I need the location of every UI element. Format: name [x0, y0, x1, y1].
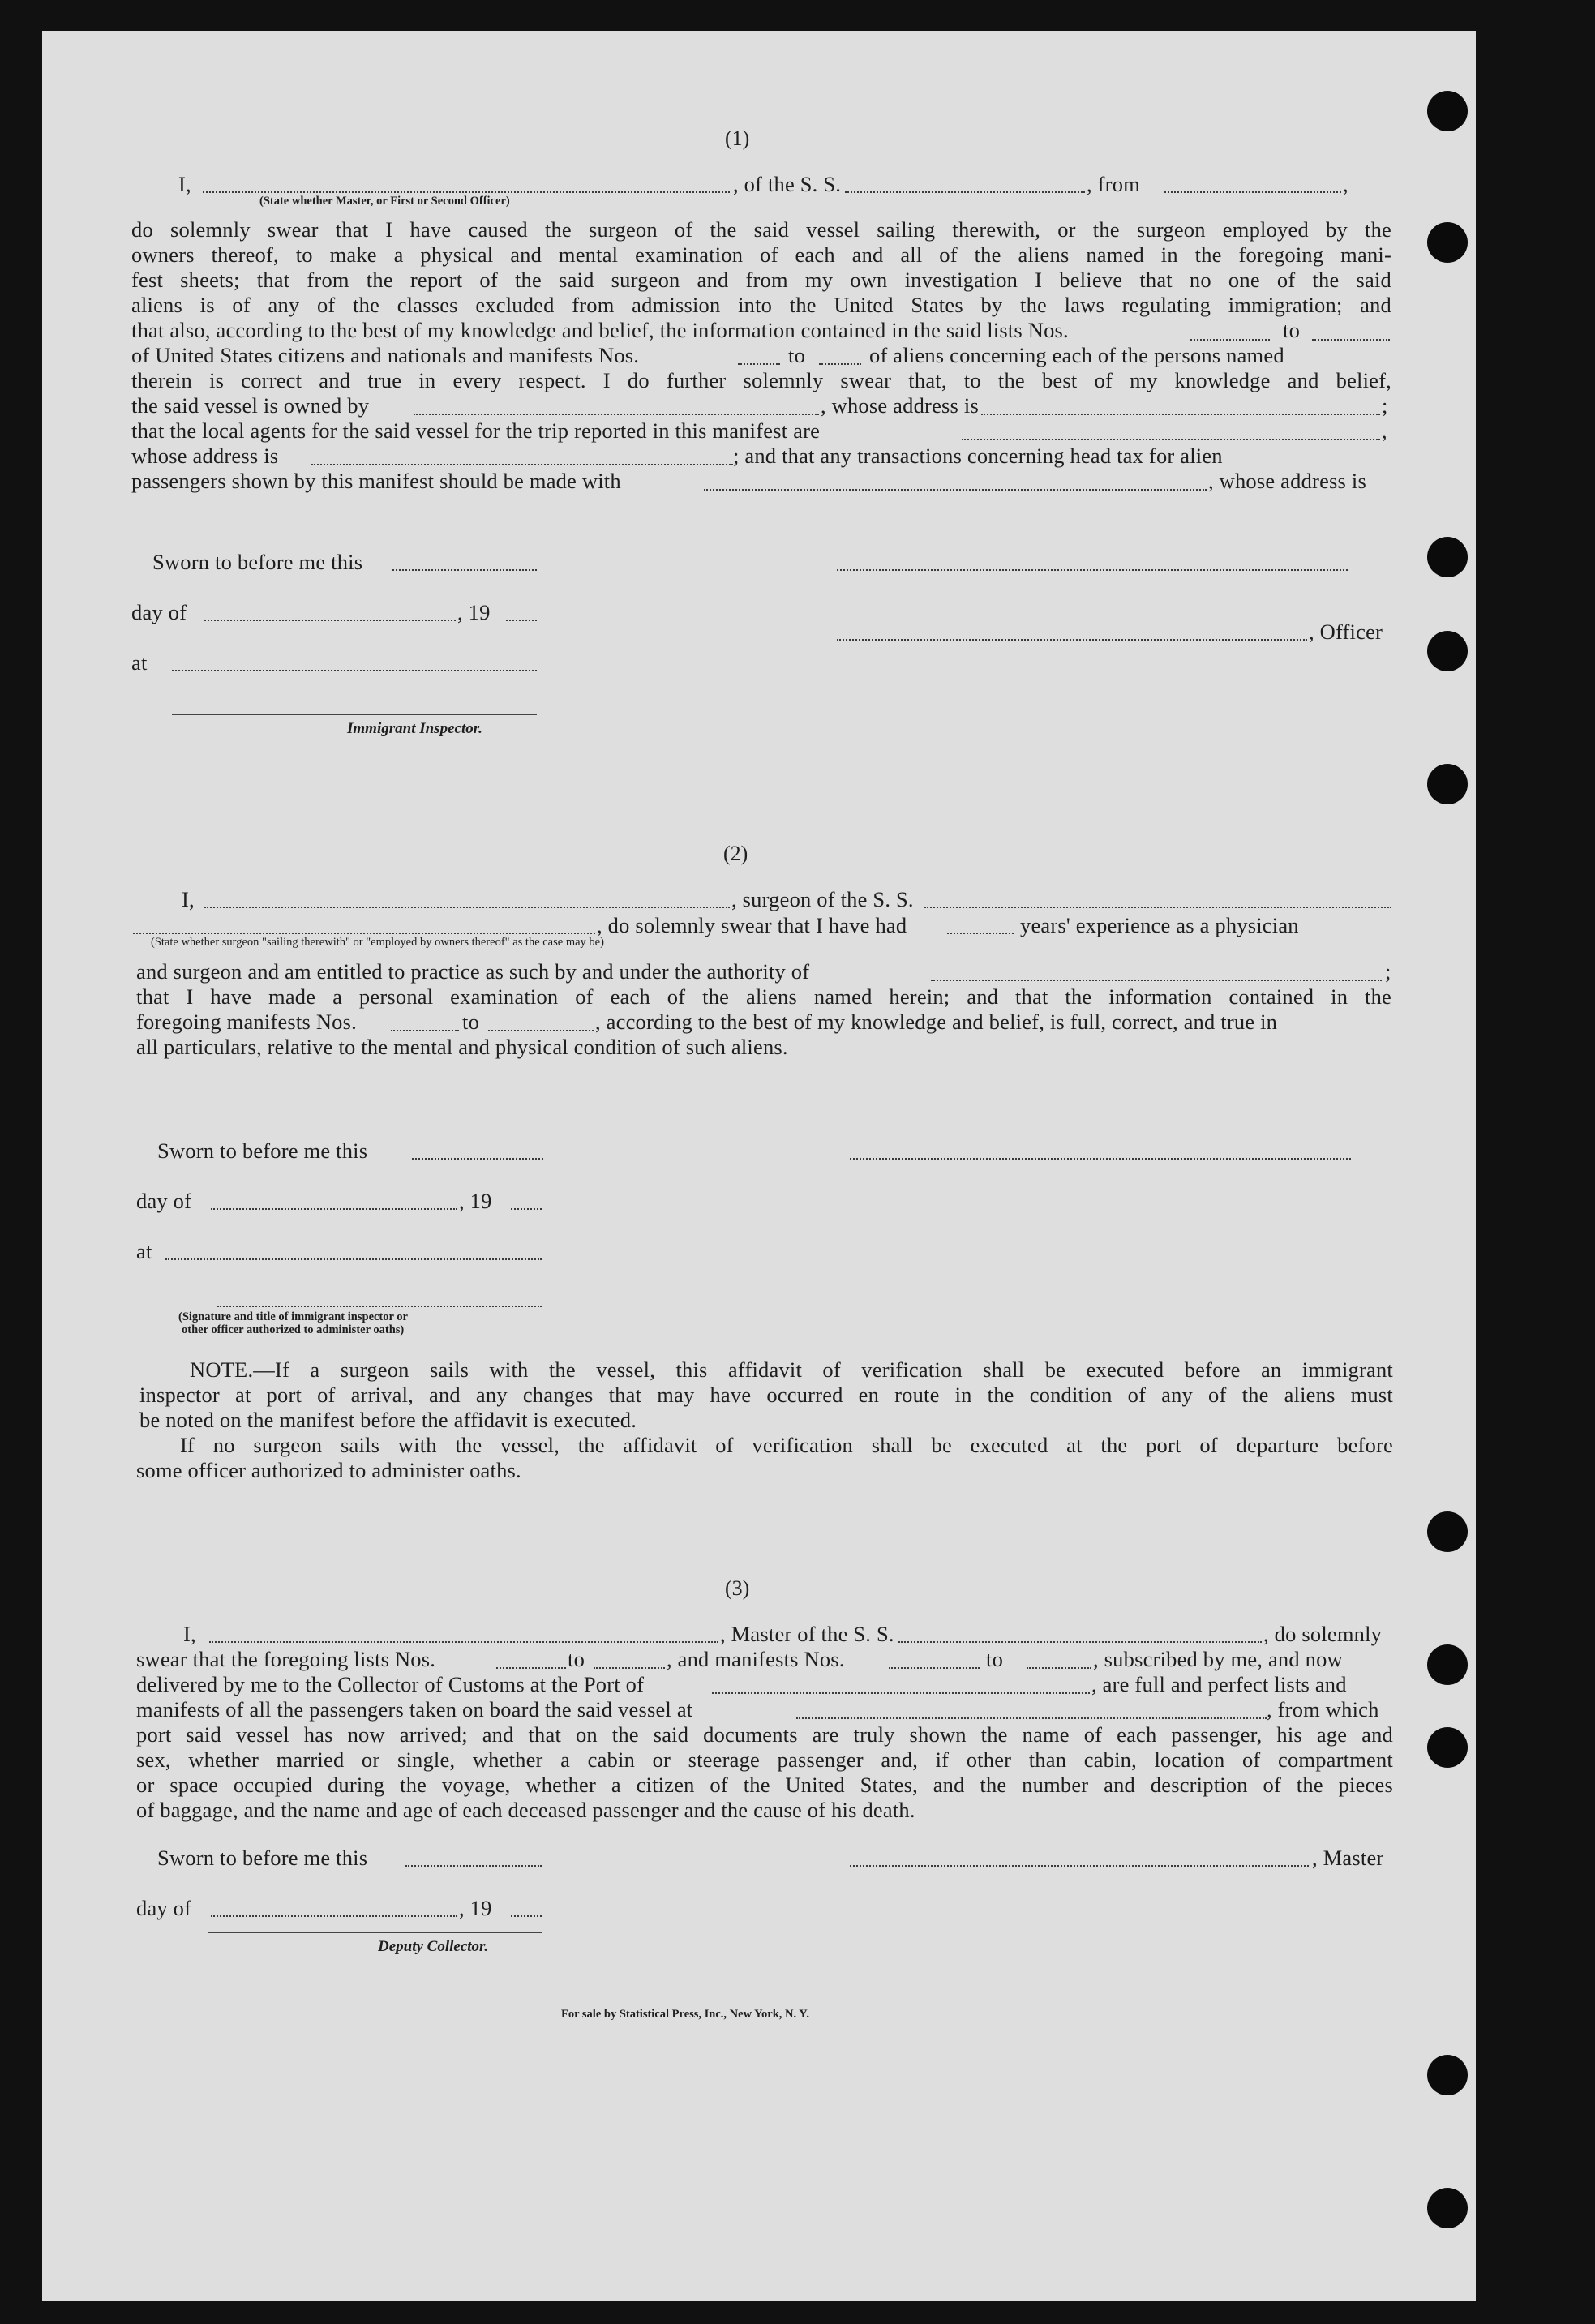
from-field[interactable]	[1164, 191, 1341, 193]
comma: ,	[1382, 418, 1387, 443]
to-label: to	[568, 1647, 585, 1671]
master-lists-to-field[interactable]	[594, 1667, 665, 1669]
section-2-heading: (2)	[723, 842, 748, 865]
declarant-field[interactable]	[203, 191, 730, 193]
master-oath-line: of baggage, and the name and age of each deceased passenger and the cause of his death.	[136, 1798, 915, 1822]
at-label: at	[131, 650, 148, 675]
semicolon: ;	[1382, 393, 1388, 418]
oath-line: aliens is of any of the classes excluded from admission into the United States by the laws regulating immigration; and	[131, 293, 1391, 317]
surgeon-vessel-field[interactable]	[924, 907, 1391, 908]
surgeon-signature-line[interactable]	[850, 1158, 1351, 1160]
day-label: day of	[136, 1896, 192, 1920]
port-label: delivered by me to the Collector of Customs at the Port of	[136, 1672, 645, 1696]
owner-label: the said vessel is owned by	[131, 393, 370, 418]
surgeon-vessel-label: , surgeon of the S. S.	[731, 887, 914, 911]
punch-hole	[1427, 2188, 1468, 2228]
punch-hole	[1427, 91, 1468, 131]
to-label: to	[986, 1647, 1004, 1671]
master-oath-line: , subscribed by me, and now	[1093, 1647, 1343, 1671]
semicolon: ;	[1385, 959, 1391, 984]
footer-imprint: For sale by Statistical Press, Inc., New York, N. Y.	[561, 2008, 809, 2021]
punch-hole	[1427, 2055, 1468, 2095]
signature-caption: other officer authorized to administer oaths)	[182, 1323, 405, 1336]
surgeon-manifests-to-field[interactable]	[488, 1030, 594, 1031]
comma: ,	[1343, 172, 1348, 196]
year-field[interactable]	[506, 620, 537, 621]
master-oath-line: sex, whether married or single, whether a cabin or steerage passenger and, if other than cabin, location of compartment	[136, 1747, 1393, 1772]
lists-from-field[interactable]	[1190, 339, 1270, 341]
punch-hole	[1427, 222, 1468, 263]
port-field[interactable]	[712, 1692, 1090, 1694]
to-label: to	[1283, 318, 1301, 342]
punch-hole	[1427, 764, 1468, 804]
day-field[interactable]	[211, 1208, 457, 1210]
sworn-label: Sworn to before me this	[157, 1138, 368, 1163]
day-field[interactable]	[204, 620, 456, 621]
inspector-signature-line[interactable]	[217, 1306, 542, 1307]
oath-line: of aliens concerning each of the persons named	[869, 343, 1284, 367]
to-label: to	[462, 1010, 480, 1034]
note-line: If no surgeon sails with the vessel, the affidavit of verification shall be executed at the port of departure before	[180, 1433, 1393, 1457]
master-declarant-label: I,	[183, 1622, 196, 1646]
oath-line: owners thereof, to make a physical and mental examination of each and all of the aliens named in the foregoing mani-	[131, 242, 1391, 267]
collector-caption: Deputy Collector.	[378, 1938, 489, 1955]
punch-hole	[1427, 1644, 1468, 1685]
surgeon-declarant-field[interactable]	[204, 907, 730, 908]
sworn-label: Sworn to before me this	[152, 550, 363, 574]
section-3-heading: (3)	[725, 1576, 750, 1600]
oath-line: that also, according to the best of my knowledge and belief, the information contained in the said lists Nos.	[131, 318, 1069, 342]
agents-label: that the local agents for the said vessel for the trip reported in this manifest are	[131, 418, 821, 443]
section-1-heading: (1)	[725, 126, 750, 150]
day-label: day of	[131, 600, 187, 624]
at-label: at	[136, 1239, 152, 1263]
year-field[interactable]	[511, 1915, 542, 1917]
year-label: , 19	[457, 600, 491, 624]
master-oath-line: port said vessel has now arrived; and that on the said documents are truly shown the name of each passenger, his age and	[136, 1722, 1393, 1747]
punch-hole	[1427, 1727, 1468, 1768]
declarant-label: I,	[178, 172, 191, 196]
authority-label: and surgeon and am entitled to practice as such by and under the authority of	[136, 959, 810, 984]
owner-address-field[interactable]	[981, 414, 1380, 415]
surgeon-oath-line: all particulars, relative to the mental and physical condition of such aliens.	[136, 1035, 788, 1059]
from-label: , from	[1087, 172, 1140, 196]
master-manifests-to-field[interactable]	[1027, 1667, 1091, 1669]
experience-years-field[interactable]	[947, 933, 1014, 934]
oath-line: do solemnly swear that I have caused the surgeon of the said vessel sailing therewith, or the surgeon employed by the	[131, 217, 1391, 242]
sworn-label: Sworn to before me this	[157, 1846, 368, 1870]
punch-hole	[1427, 1511, 1468, 1552]
sworn-field[interactable]	[412, 1158, 543, 1160]
punch-hole	[1427, 631, 1468, 671]
manifest-form-page	[42, 31, 1476, 2301]
note-line: inspector at port of arrival, and any changes that may have occurred en route in the condition of any of the aliens must	[139, 1383, 1393, 1407]
master-vessel-label: , Master of the S. S.	[720, 1622, 894, 1646]
master-oath-line: or space occupied during the voyage, whether a citizen of the United States, and the number and description of the pieces	[136, 1773, 1393, 1797]
surgeon-oath-line: , according to the best of my knowledge and belief, is full, correct, and true in	[595, 1010, 1278, 1034]
officer-signature-line[interactable]	[837, 569, 1348, 571]
master-signature-line[interactable]	[850, 1865, 1309, 1867]
agents-address-field[interactable]	[311, 464, 733, 465]
sworn-field[interactable]	[405, 1865, 542, 1867]
agents-address-label: whose address is	[131, 444, 279, 468]
surgeon-declarant-label: I,	[182, 887, 195, 911]
master-vessel-field[interactable]	[898, 1641, 1262, 1643]
embark-port-field[interactable]	[796, 1717, 1267, 1719]
vessel-label: , of the S. S.	[733, 172, 842, 196]
manifests-from-field[interactable]	[738, 363, 780, 365]
officer-label: , Officer	[1309, 620, 1383, 644]
manifests-label: , and manifests Nos.	[667, 1647, 845, 1671]
at-field[interactable]	[172, 670, 537, 671]
lists-to-field[interactable]	[1312, 339, 1390, 341]
owner-field[interactable]	[414, 414, 819, 415]
lists-label: swear that the foregoing lists Nos.	[136, 1647, 436, 1671]
experience-label: , do solemnly swear that I have had	[597, 913, 907, 937]
surgeon-manifests-label: foregoing manifests Nos.	[136, 1010, 357, 1034]
year-label: , 19	[459, 1896, 492, 1920]
year-label: , 19	[459, 1189, 492, 1213]
punch-hole	[1427, 537, 1468, 577]
collector-signature-line[interactable]	[208, 1932, 542, 1933]
oath-line: fest sheets; that from the report of the said surgeon and from my own investigation I believe that no one of the said	[131, 268, 1391, 292]
head-tax-label: passengers shown by this manifest should be made with	[131, 469, 621, 493]
surgeon-subcaption: (State whether surgeon "sailing therewith" or "employed by owners thereof" as the case may be)	[151, 936, 604, 949]
year-field[interactable]	[511, 1208, 542, 1210]
oath-line: therein is correct and true in every respect. I do further solemnly swear that, to the best of my knowledge and belief,	[131, 368, 1391, 392]
surgeon-oath-line: that I have made a personal examination of each of the aliens named herein; and that the information contained in the	[136, 984, 1391, 1009]
agents-field[interactable]	[962, 439, 1380, 440]
sworn-field[interactable]	[392, 569, 537, 571]
master-lists-from-field[interactable]	[496, 1667, 566, 1669]
head-tax-field[interactable]	[704, 489, 1207, 491]
master-label: , Master	[1312, 1846, 1384, 1870]
head-tax-address-label: , whose address is	[1208, 469, 1366, 493]
manifests-to-field[interactable]	[819, 363, 861, 365]
master-oath-line: , from which	[1267, 1697, 1379, 1722]
master-manifests-from-field[interactable]	[889, 1667, 980, 1669]
inspector-signature-line[interactable]	[172, 714, 537, 715]
day-field[interactable]	[211, 1915, 457, 1917]
at-field[interactable]	[165, 1258, 542, 1260]
signature-caption: (Signature and title of immigrant inspector or	[178, 1310, 408, 1323]
surgeon-manifests-from-field[interactable]	[391, 1030, 459, 1031]
surgeon-status-field[interactable]	[133, 933, 595, 934]
master-oath-line: , do solemnly	[1263, 1622, 1383, 1646]
embark-label: manifests of all the passengers taken on board the said vessel at	[136, 1697, 693, 1722]
to-label: to	[788, 343, 806, 367]
oath-line: of United States citizens and nationals and manifests Nos.	[131, 343, 640, 367]
note-line: NOTE.—If a surgeon sails with the vessel, this affidavit of verification shall be executed before an immigrant	[190, 1357, 1393, 1382]
master-oath-line: , are full and perfect lists and	[1091, 1672, 1347, 1696]
inspector-caption: Immigrant Inspector.	[347, 720, 482, 737]
master-declarant-field[interactable]	[209, 1641, 718, 1643]
note-line: be noted on the manifest before the affidavit is executed.	[139, 1408, 637, 1432]
owner-address-label: , whose address is	[821, 393, 979, 418]
day-label: day of	[136, 1189, 192, 1213]
note-line: some officer authorized to administer oaths.	[136, 1458, 521, 1482]
experience-suffix: years' experience as a physician	[1020, 913, 1299, 937]
officer-name-line[interactable]	[837, 639, 1307, 641]
oath-line: ; and that any transactions concerning head tax for alien	[733, 444, 1223, 468]
master-subcaption: (State whether Master, or First or Second Officer)	[259, 195, 510, 208]
authority-field[interactable]	[931, 980, 1382, 981]
vessel-field[interactable]	[845, 191, 1085, 193]
